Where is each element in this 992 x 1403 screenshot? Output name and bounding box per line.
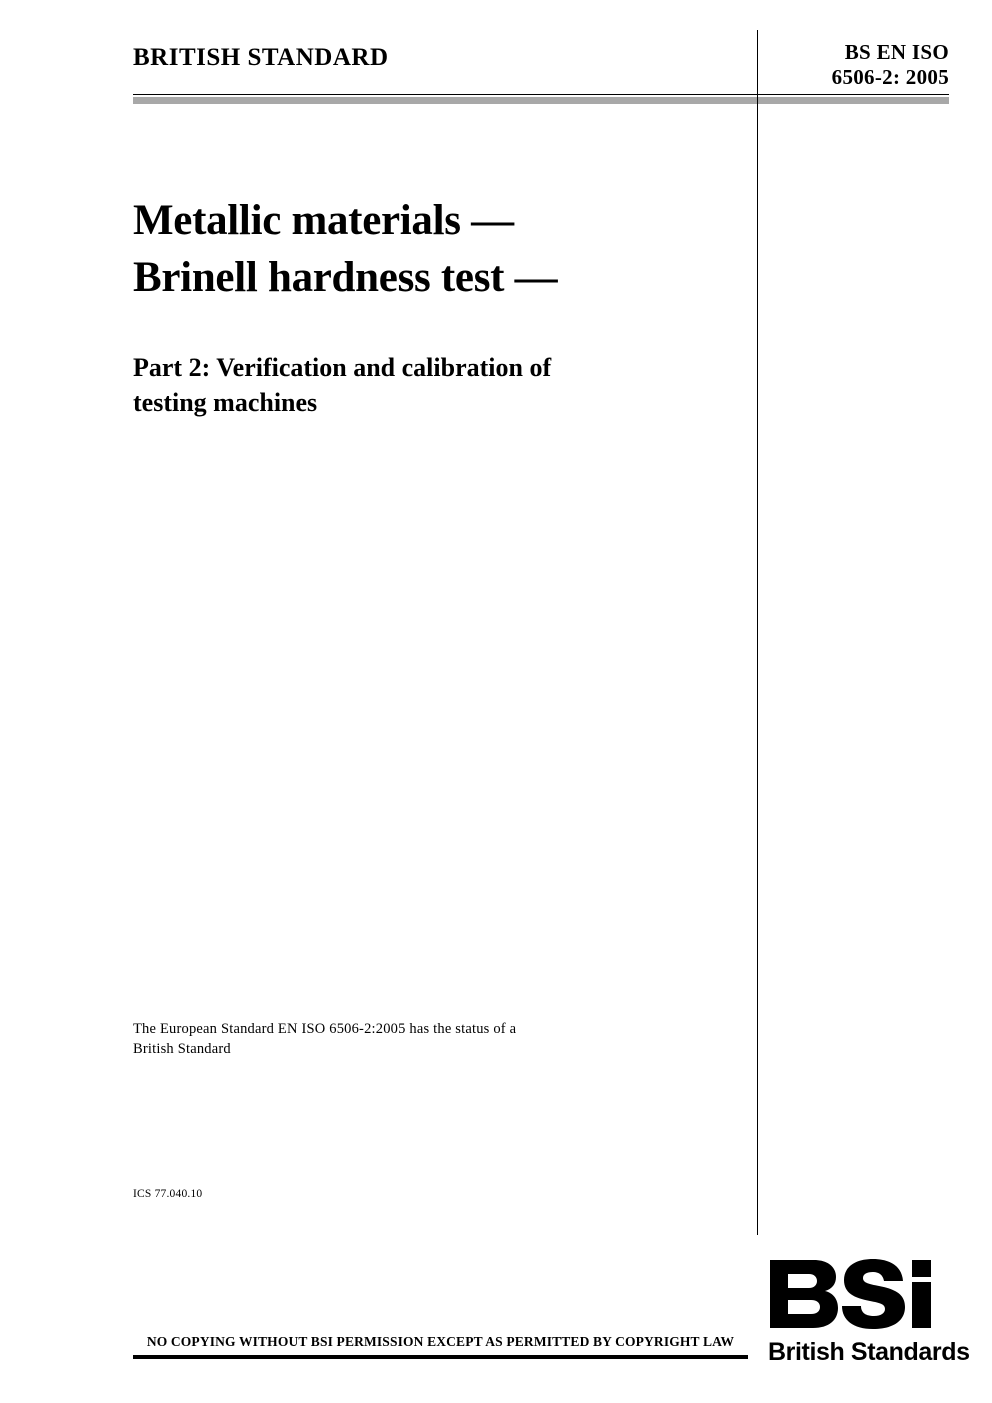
header-rule-thin <box>133 94 949 95</box>
status-note <box>133 1019 693 1059</box>
page-title-line2: Brinell hardness test — <box>133 254 558 301</box>
standard-reference-line2: 6506-2: 2005 <box>831 65 949 89</box>
page-title <box>133 192 733 306</box>
header-rule-grey <box>133 97 949 104</box>
title-block <box>133 192 733 420</box>
page-subtitle <box>133 350 733 420</box>
standard-reference-line1: BS EN ISO <box>844 40 949 64</box>
status-note-line2: British Standard <box>133 1041 231 1057</box>
page-header <box>133 40 949 96</box>
ics-code: ICS 77.040.10 <box>133 1188 203 1200</box>
page-subtitle-line2: testing machines <box>133 388 318 417</box>
footer-rule <box>133 1355 748 1359</box>
bsi-wordmark: British Standards <box>768 1338 970 1366</box>
standard-body-title: BRITISH STANDARD <box>133 44 389 71</box>
bsi-logo-icon <box>766 1258 951 1336</box>
copyright-notice: NO COPYING WITHOUT BSI PERMISSION EXCEPT AS PERMITTED BY COPYRIGHT LAW <box>146 1334 735 1349</box>
status-note-line1: The European Standard EN ISO 6506-2:2005 has the status of a <box>133 1021 517 1037</box>
standard-reference <box>719 40 949 90</box>
page-title-line1: Metallic materials — <box>133 197 514 244</box>
page-subtitle-line1: Part 2: Verification and calibration of <box>133 353 552 382</box>
vertical-divider <box>757 30 758 1235</box>
bsi-logo <box>766 1258 970 1368</box>
